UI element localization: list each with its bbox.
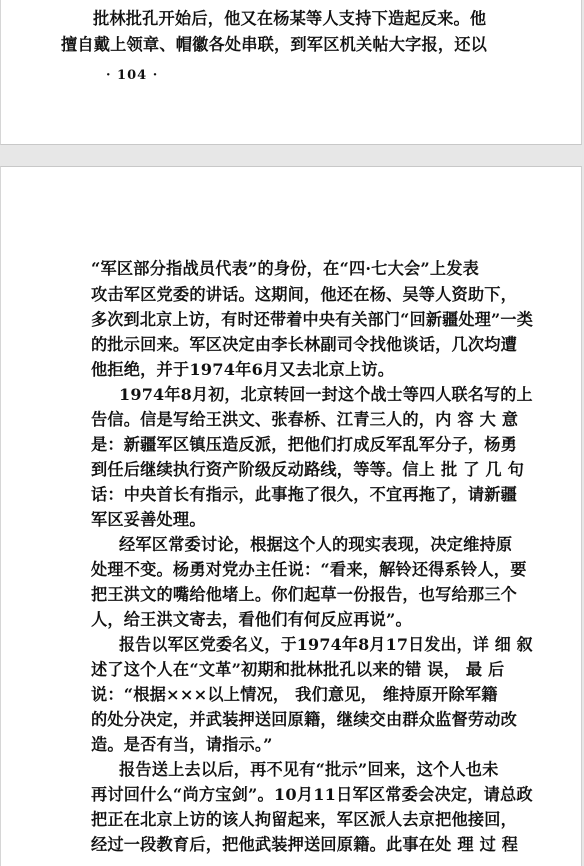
text-line: 的批示回来。军区决定由李长林副司令找他谈话，几次均遭 (91, 335, 518, 354)
text-line: 经过一段教育后，把他武装押送回原籍。此事在处 理 过 程 (91, 835, 519, 854)
text-line: 话：中央首长有指示，此事拖了很久，不宜再拖了，请新疆 (91, 485, 518, 504)
text-line: 到任后继续执行资产阶级反动路线，等等。信上 批 了 几 句 (91, 460, 525, 479)
text-line: 报告以军区党委名义，于1974年8月17日发出，详 细 叙 (119, 635, 533, 654)
text-line: 述了这个人在“文革”初期和批林批孔以来的错 误， 最 后 (91, 660, 505, 679)
text-line: 是：新疆军区镇压造反派，把他们打成反军乱军分子，杨勇 (91, 435, 518, 454)
text-line: 的处分决定，并武装押送回原籍，继续交由群众监督劳动改 (91, 710, 518, 729)
text-line: “军区部分指战员代表”的身份，在“四·七大会”上发表 (91, 259, 480, 278)
text-line: 造。是否有当，请指示。” (91, 735, 273, 754)
text-line: 多次到北京上访，有时还带着中央有关部门“回新疆处理”一类 (91, 310, 533, 329)
page-number: · 104 · (106, 68, 159, 83)
text-line: 他拒绝，并于1974年6月又去北京上访。 (91, 360, 395, 379)
previous-page (0, 0, 582, 145)
text-line: 再讨回什么“尚方宝剑”。10月11日军区常委会决定，请总政 (91, 785, 533, 804)
text-line: 人，给王洪文寄去，看他们有何反应再说”。 (91, 610, 412, 629)
text-line: 攻击军区党委的讲话。这期间，他还在杨、吴等人资助下， (91, 285, 518, 304)
text-line: 批林批孔开始后，他又在杨某等人支持下造起反来。他 (93, 9, 487, 28)
current-page (0, 166, 582, 866)
text-line: 处理不变。杨勇对党办主任说：“看来，解铃还得系铃人，要 (91, 560, 527, 579)
text-line: 1974年8月初，北京转回一封这个战士等四人联名写的上 (119, 385, 533, 404)
text-line: 告信。信是写给王洪文、张春桥、江青三人的，内 容 大 意 (91, 410, 519, 429)
text-line: 擅自戴上领章、帽徽各处串联，到军区机关帖大字报，还以 (61, 35, 488, 54)
text-line: 把正在北京上访的该人拘留起来，军区派人去京把他接回， (91, 810, 518, 829)
text-line: 军区妥善处理。 (91, 510, 206, 529)
text-line: 报告送上去以后，再不见有“批示”回来，这个人也未 (119, 760, 499, 779)
text-line: 经军区常委讨论，根据这个人的现实表现，决定维持原 (119, 535, 513, 554)
text-line: 说：“根据×××以上情况， 我们意见， 维持原开除军籍 (91, 685, 498, 704)
text-line: 把王洪文的嘴给他堵上。你们起草一份报告，也写给那三个 (91, 585, 518, 604)
